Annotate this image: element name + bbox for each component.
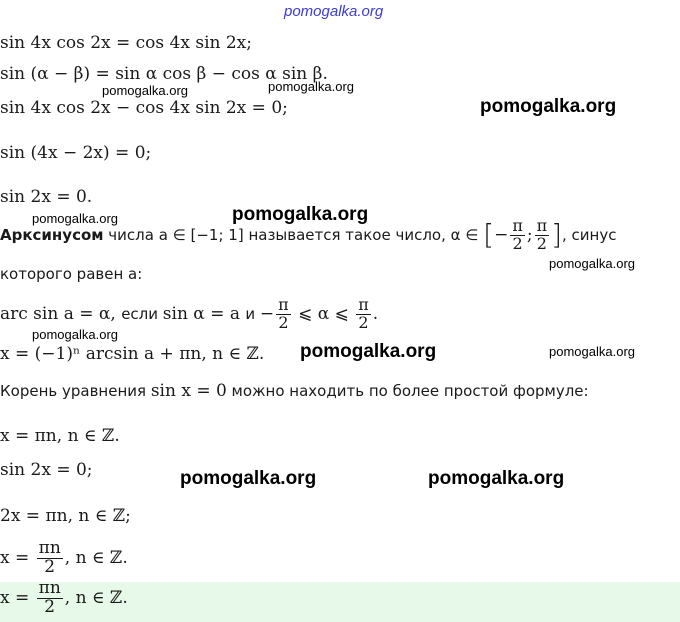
bracket-close: ]: [551, 218, 563, 252]
semicolon: ;: [526, 224, 533, 245]
solution-line: [0, 540, 128, 577]
equation-line-1: sin 4x cos 2x = cos 4x sin 2x;: [0, 33, 252, 53]
inequality: ⩽ α ⩽: [292, 303, 355, 324]
bracket-open: [: [483, 218, 495, 252]
simpler-formula-text: [0, 383, 589, 400]
arcsin-expression: arc sin a = α,: [0, 303, 122, 324]
watermark: pomogalka.org: [268, 79, 354, 94]
text-i: и: [245, 304, 260, 323]
watermark: pomogalka.org: [180, 468, 317, 489]
fraction-pin-2: $\frac{\pi n}{2}$: [38, 578, 61, 617]
definition-line-2: которого равен a:: [0, 265, 143, 283]
watermark: pomogalka.org: [102, 83, 188, 98]
watermark: pomogalka.org: [32, 327, 118, 342]
equation-sinx: sin x = 0: [150, 381, 227, 401]
fraction-pin-2: $\frac{\pi n}{2}$: [38, 538, 61, 577]
arcsin-definition: [0, 297, 378, 332]
minus-sign: −: [259, 303, 275, 324]
watermark: pomogalka.org: [32, 211, 118, 226]
watermark: pomogalka.org: [480, 96, 617, 117]
text-part: можно находить по более простой формуле:: [226, 382, 589, 400]
watermark-top: pomogalka.org: [284, 3, 384, 20]
root-formula: x = πn, n ∈ ℤ.: [0, 426, 120, 446]
equation-2x: 2x = πn, n ∈ ℤ;: [0, 506, 131, 526]
watermark: pomogalka.org: [232, 204, 369, 225]
answer-line: [0, 580, 128, 617]
definition-term: Арксинусом: [0, 225, 104, 244]
text-esli: если: [121, 304, 163, 323]
equation-line-4: sin (4x − 2x) = 0;: [0, 143, 152, 163]
fraction-pi-2: $\frac{\pi}{2}$: [278, 295, 289, 332]
lhs: x =: [0, 587, 35, 608]
equation-sin2x: sin 2x = 0;: [0, 460, 93, 480]
watermark: pomogalka.org: [428, 468, 565, 489]
rhs: , n ∈ ℤ.: [64, 587, 128, 608]
text-part: Корень уравнения: [0, 382, 151, 400]
identity-line: sin (α − β) = sin α cos β − cos α sin β.: [0, 64, 328, 84]
fraction-pi-2: $\frac{\pi}{2}$: [358, 295, 369, 332]
fraction-pi-2: $\frac{\pi}{2}$: [512, 216, 523, 253]
fraction-pi-2: $\frac{\pi}{2}$: [536, 216, 548, 253]
watermark: pomogalka.org: [549, 256, 635, 271]
definition-text-end: , синус: [562, 225, 617, 244]
definition-text: числа a ∈ [−1; 1] называется такое число, α ∈: [103, 225, 484, 244]
minus-sign: −: [494, 224, 509, 245]
equation-line-3: sin 4x cos 2x − cos 4x sin 2x = 0;: [0, 98, 288, 118]
sin-condition: sin α = a: [162, 303, 246, 324]
definition-line-1: [0, 218, 616, 253]
watermark: pomogalka.org: [549, 344, 635, 359]
general-solution: x = (−1)ⁿ arcsin a + πn, n ∈ ℤ.: [0, 344, 265, 364]
equation-line-5: sin 2x = 0.: [0, 187, 93, 207]
rhs: , n ∈ ℤ.: [64, 547, 128, 568]
watermark: pomogalka.org: [300, 341, 437, 362]
lhs: x =: [0, 547, 35, 568]
period: .: [372, 303, 379, 324]
